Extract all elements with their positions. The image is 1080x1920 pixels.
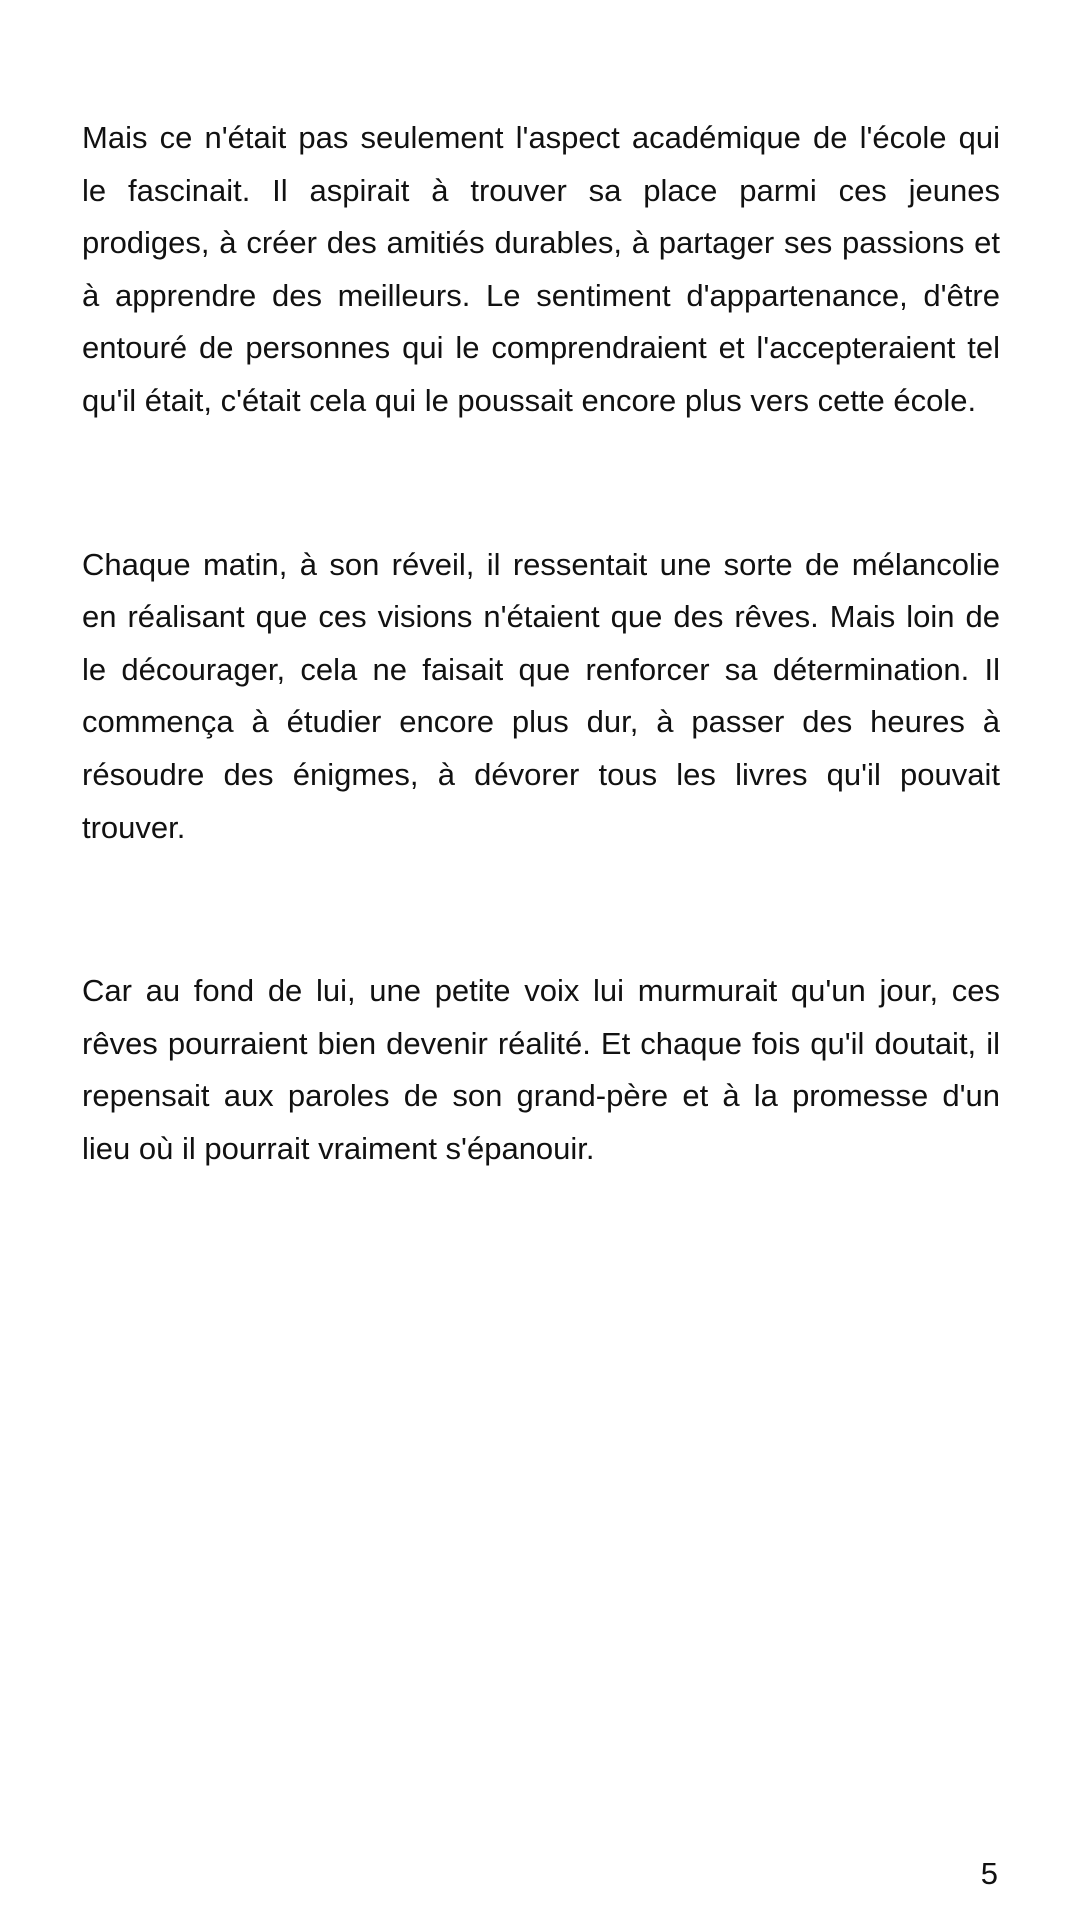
paragraph-2: Chaque matin, à son réveil, il ressentait une sorte de mélancolie en réalisant que ces visions n'étaient que des rêves. Mais loin de le décourager, cela ne faisait que renforcer sa détermination. Il commença à étudier encore plus dur, à passer des heures à résoudre des énigmes, à dévorer tous les livres qu'il pouvait trouver. [82,546,1000,845]
page-number: 5 [980,1856,998,1891]
paragraph-1: Mais ce n'était pas seulement l'aspect académique de l'école qui le fascinait. Il aspirait à trouver sa place parmi ces jeunes prodiges, à créer des amitiés durables, à partager ses passions et à apprendre des meilleurs. Le sentiment d'appartenance, d'être entouré de personnes qui le comprendraient et l'accepteraient tel qu'il était, c'était cela qui le poussait encore plus vers cette école. [82,120,1000,418]
paragraph-3: Car au fond de lui, une petite voix lui murmurait qu'un jour, ces rêves pourraient bien devenir réalité. Et chaque fois qu'il doutait, il repensait aux paroles de son grand-père et à la promesse d'un lieu où il pourrait vraiment s'épanouir. [82,973,1000,1166]
body-text [82,112,1000,1176]
